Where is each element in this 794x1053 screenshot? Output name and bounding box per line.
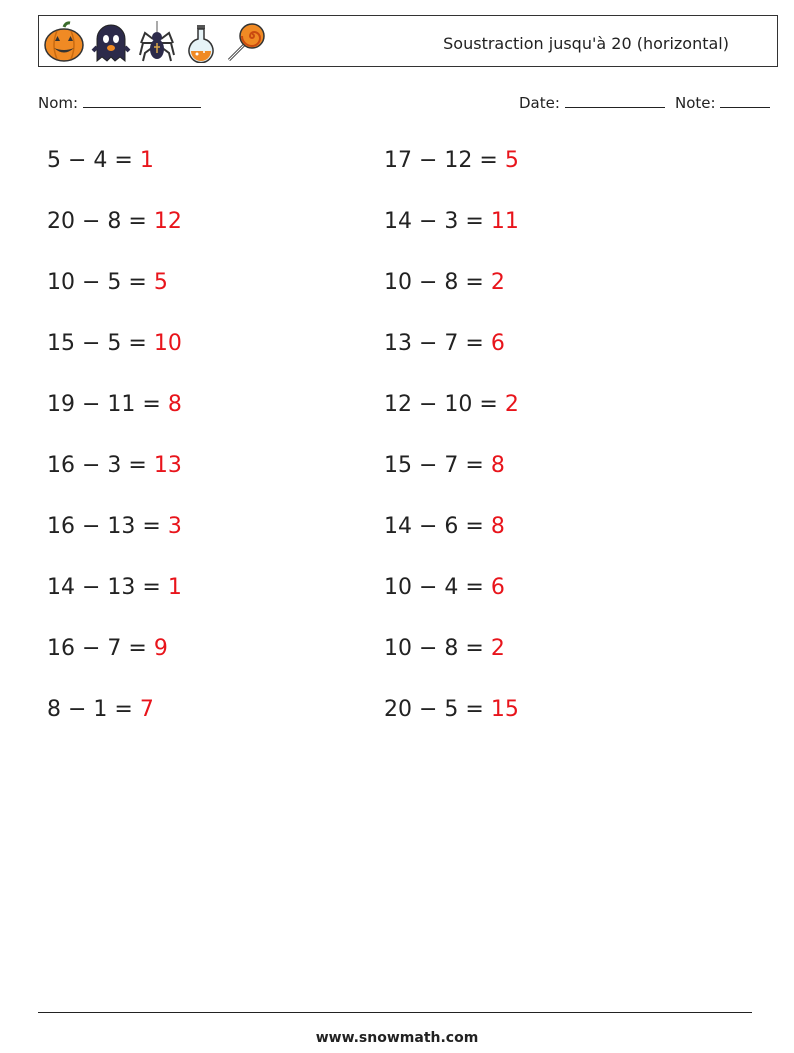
problem-answer: 13 [153,453,182,478]
problem-answer: 12 [153,209,182,234]
spider-icon [137,21,177,63]
pumpkin-icon [43,21,85,63]
problem-answer: 1 [167,575,182,600]
problem-10 [384,392,519,417]
problem-17 [47,636,168,661]
problem-4 [384,209,519,234]
problem-answer: 7 [139,697,154,722]
problem-answer: 11 [490,209,519,234]
date-blank [565,93,665,108]
problem-18 [384,636,505,661]
problem-15 [47,575,182,600]
problem-11 [47,453,182,478]
problem-14 [384,514,505,539]
score-field [675,93,770,112]
problem-question: 8 − 1 = [47,697,140,722]
problem-answer: 1 [139,148,154,173]
footer-url[interactable]: www.snowmath.com [315,1030,479,1046]
problem-8 [384,331,505,356]
ghost-icon [91,21,131,63]
problem-answer: 6 [490,331,505,356]
problem-question: 17 − 12 = [384,148,505,173]
problem-1 [47,148,154,173]
problem-question: 5 − 4 = [47,148,140,173]
problem-question: 14 − 6 = [384,514,491,539]
problem-9 [47,392,182,417]
name-field [38,93,201,112]
problem-answer: 2 [490,636,505,661]
worksheet-header [38,15,778,67]
problem-question: 12 − 10 = [384,392,505,417]
problem-20 [384,697,519,722]
date-field [519,93,665,112]
icon-strip [43,19,267,65]
problem-answer: 3 [167,514,182,539]
problem-7 [47,331,182,356]
worksheet-title: Soustraction jusqu'à 20 (horizontal) [443,34,729,53]
name-blank [83,93,201,108]
problem-question: 14 − 3 = [384,209,491,234]
name-label: Nom: [38,94,79,112]
problem-5 [47,270,168,295]
problem-question: 20 − 8 = [47,209,154,234]
problem-12 [384,453,505,478]
problem-16 [384,575,505,600]
problem-answer: 8 [167,392,182,417]
problem-answer: 8 [490,514,505,539]
problem-3 [47,209,182,234]
problem-answer: 9 [153,636,168,661]
problem-question: 14 − 13 = [47,575,168,600]
problem-answer: 2 [490,270,505,295]
date-label: Date: [519,94,560,112]
problem-2 [384,148,519,173]
problem-answer: 8 [490,453,505,478]
problem-question: 15 − 5 = [47,331,154,356]
problem-answer: 5 [153,270,168,295]
problem-question: 19 − 11 = [47,392,168,417]
problem-question: 16 − 7 = [47,636,154,661]
problem-question: 10 − 8 = [384,270,491,295]
problem-19 [47,697,154,722]
problem-answer: 6 [490,575,505,600]
problem-13 [47,514,182,539]
problem-question: 16 − 13 = [47,514,168,539]
potion-flask-icon [183,21,219,63]
score-blank [720,93,770,108]
problem-question: 20 − 5 = [384,697,491,722]
problem-6 [384,270,505,295]
lollipop-icon [225,21,267,63]
problem-question: 10 − 8 = [384,636,491,661]
problem-answer: 10 [153,331,182,356]
problem-question: 13 − 7 = [384,331,491,356]
problem-answer: 2 [504,392,519,417]
problem-answer: 15 [490,697,519,722]
problem-question: 10 − 4 = [384,575,491,600]
problem-question: 16 − 3 = [47,453,154,478]
problem-question: 10 − 5 = [47,270,154,295]
problem-question: 15 − 7 = [384,453,491,478]
score-label: Note: [675,94,716,112]
problem-answer: 5 [504,148,519,173]
footer-divider [38,1012,752,1013]
